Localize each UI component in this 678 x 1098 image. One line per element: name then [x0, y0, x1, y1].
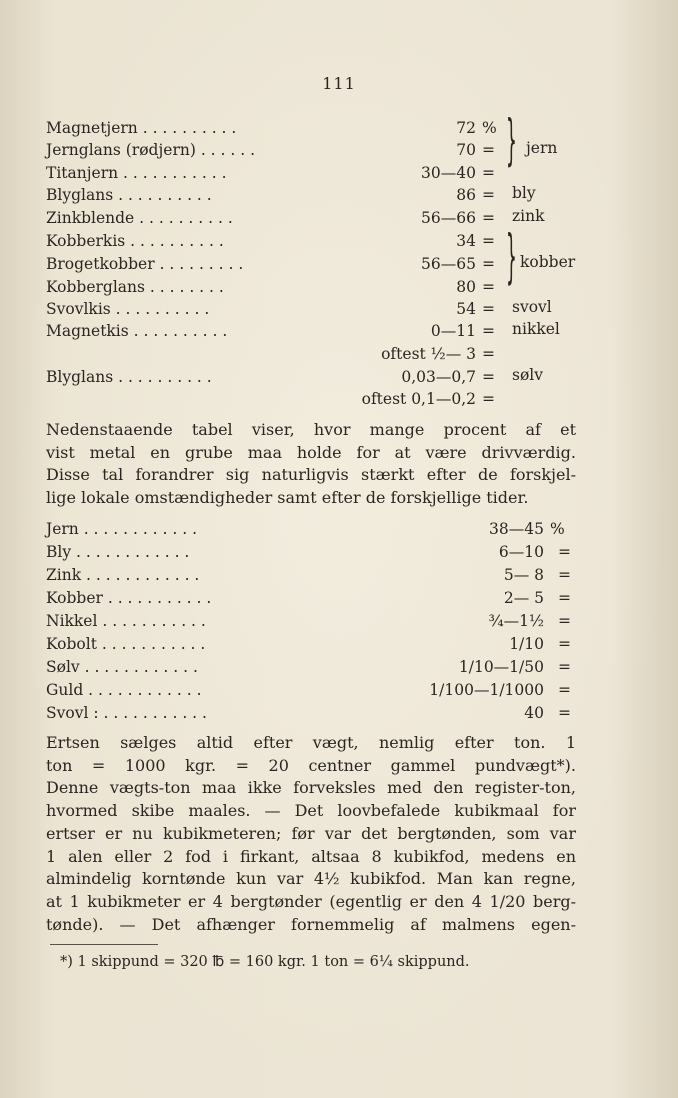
ore-value: 30—40: [421, 164, 476, 182]
grade-row: [46, 702, 576, 724]
ore-name: Svovlkis . . . . . . . . . .: [46, 300, 210, 318]
metal-bly: bly: [512, 184, 536, 202]
ore-row: [46, 139, 516, 161]
ore-row: [46, 276, 516, 298]
ore-name: Jernglans (rødjern) . . . . . .: [46, 141, 256, 159]
grade-row: [46, 679, 576, 701]
ore-unit: =: [482, 255, 495, 273]
metal-zink: zink: [512, 207, 545, 225]
page-number: 111: [322, 74, 356, 93]
metal-solv: sølv: [512, 366, 543, 384]
metal-kobber: kobber: [520, 253, 576, 271]
ore-unit: =: [482, 141, 495, 159]
paragraph-tabel-intro: [46, 419, 576, 510]
ore-row: [46, 298, 516, 320]
footnote: *) 1 skippund = 320 ℔ = 160 kgr. 1 ton = 6¼ skippund.: [60, 954, 470, 970]
grade-value: 6—10: [498, 543, 544, 561]
grade-unit: =: [558, 566, 571, 584]
text-line: ertser er nu kubikmeteren; før var det bergtønden, som var: [46, 823, 576, 843]
grade-unit: =: [558, 681, 571, 699]
text-line: at 1 kubikmeter er 4 bergtønder (egentlig er den 4 1/20 berg-: [46, 891, 576, 911]
ore-value: 80: [456, 278, 476, 296]
grade-value: 1/100—1/1000: [429, 681, 544, 699]
grade-value: 2— 5: [503, 589, 544, 607]
brace-kobber: }: [506, 225, 517, 294]
grade-row: [46, 610, 576, 632]
ore-value: oftest ½— 3: [381, 345, 476, 363]
ore-unit: =: [482, 232, 495, 250]
grade-value: 1/10: [509, 635, 544, 653]
brace-jern: }: [506, 110, 517, 175]
grade-name: Guld . . . . . . . . . . . .: [46, 681, 202, 699]
ore-value: 0,03—0,7: [401, 368, 476, 386]
grade-unit: =: [558, 658, 571, 676]
ore-row: [46, 388, 516, 410]
grade-value: 38—45: [489, 520, 544, 538]
grade-value: 40: [524, 704, 544, 722]
ore-unit: =: [482, 209, 495, 227]
grade-name: Sølv . . . . . . . . . . . .: [46, 658, 198, 676]
ore-name: Titanjern . . . . . . . . . . .: [46, 164, 227, 182]
grade-unit: %: [550, 520, 565, 538]
grade-name: Bly . . . . . . . . . . . .: [46, 543, 190, 561]
ore-row: [46, 184, 516, 206]
ore-name: Magnetjern . . . . . . . . . .: [46, 119, 237, 137]
ore-row: [46, 162, 516, 184]
grade-name: Kobber . . . . . . . . . . .: [46, 589, 212, 607]
ore-row: [46, 320, 516, 342]
text-line: Nedenstaaende tabel viser, hvor mange procent af et: [46, 420, 576, 439]
ore-name: Kobberglans . . . . . . . .: [46, 278, 224, 296]
text-line: 1 alen eller 2 fod i firkant, altsaa 8 kubikfod, medens en: [46, 846, 576, 866]
grade-row: [46, 564, 576, 586]
grade-row: [46, 656, 576, 678]
text-line: ton = 1000 kgr. = 20 centner gammel pundvægt*).: [46, 755, 576, 775]
ore-row: [46, 117, 516, 139]
ore-name: Zinkblende . . . . . . . . . .: [46, 209, 233, 227]
text-line: almindelig korntønde kun var 4½ kubikfod. Man kan regne,: [46, 869, 576, 889]
ore-name: Blyglans . . . . . . . . . .: [46, 368, 212, 386]
metal-nikkel: nikkel: [512, 320, 560, 338]
ore-unit: =: [482, 345, 495, 363]
grade-name: Svovl : . . . . . . . . . . .: [46, 704, 207, 722]
text-line: lige lokale omstændigheder samt efter de forskjellige tider.: [46, 488, 529, 508]
ore-unit: =: [482, 186, 495, 204]
ore-row: [46, 253, 516, 275]
ore-unit: =: [482, 390, 495, 408]
ore-value: oftest 0,1—0,2: [361, 390, 476, 408]
paragraph-erts-vaegt: [46, 732, 576, 936]
grade-unit: =: [558, 704, 571, 722]
ore-name: Magnetkis . . . . . . . . . .: [46, 322, 228, 340]
ore-unit: =: [482, 164, 495, 182]
ore-unit: =: [482, 322, 495, 340]
ore-unit: =: [482, 278, 495, 296]
ore-name: Brogetkobber . . . . . . . . .: [46, 255, 244, 273]
ore-name: Kobberkis . . . . . . . . . .: [46, 232, 224, 250]
grade-value: 5— 8: [503, 566, 544, 584]
grade-row: [46, 541, 576, 563]
text-line: tønde). — Det afhænger fornemmelig af malmens egen-: [46, 914, 576, 934]
grade-value: 1/10—1/50: [458, 658, 544, 676]
ore-unit: =: [482, 300, 495, 318]
ore-value: 56—66: [421, 209, 476, 227]
ore-value: 56—65: [421, 255, 476, 273]
grade-unit: =: [558, 589, 571, 607]
ore-value: 54: [456, 300, 476, 318]
grade-name: Jern . . . . . . . . . . . .: [46, 520, 198, 538]
footnote-divider: [50, 944, 158, 945]
ore-value: 86: [456, 186, 476, 204]
ore-row: [46, 207, 516, 229]
ore-row: [46, 230, 516, 252]
grade-name: Nikkel . . . . . . . . . . .: [46, 612, 206, 630]
grade-unit: =: [558, 612, 571, 630]
text-line: hvormed skibe maales. — Det loovbefalede kubikmaal for: [46, 801, 576, 821]
ore-value: 0—11: [430, 322, 476, 340]
text-line: vist metal en grube maa holde for at være drivværdig.: [46, 442, 576, 462]
grade-name: Kobolt . . . . . . . . . . .: [46, 635, 206, 653]
ore-name: Blyglans . . . . . . . . . .: [46, 186, 212, 204]
metal-jern: jern: [526, 139, 558, 157]
ore-unit: =: [482, 368, 495, 386]
ore-unit: %: [482, 119, 497, 137]
text-line: Denne vægts-ton maa ikke forveksles med den register-ton,: [46, 778, 576, 798]
text-line: Ertsen sælges altid efter vægt, nemlig efter ton. 1: [46, 733, 576, 752]
ore-row: [46, 366, 516, 388]
grade-unit: =: [558, 635, 571, 653]
grade-name: Zink . . . . . . . . . . . .: [46, 566, 200, 584]
metal-svovl: svovl: [512, 298, 552, 316]
ore-row: [46, 343, 516, 365]
grade-row: [46, 587, 576, 609]
grade-value: ¾—1½: [488, 612, 544, 630]
ore-value: 72: [456, 119, 476, 137]
ore-value: 70: [456, 141, 476, 159]
grade-unit: =: [558, 543, 571, 561]
ore-value: 34: [456, 232, 476, 250]
grade-row: [46, 633, 576, 655]
text-line: Disse tal forandrer sig naturligvis stærkt efter de forskjel-: [46, 465, 576, 485]
grade-row: [46, 518, 576, 540]
